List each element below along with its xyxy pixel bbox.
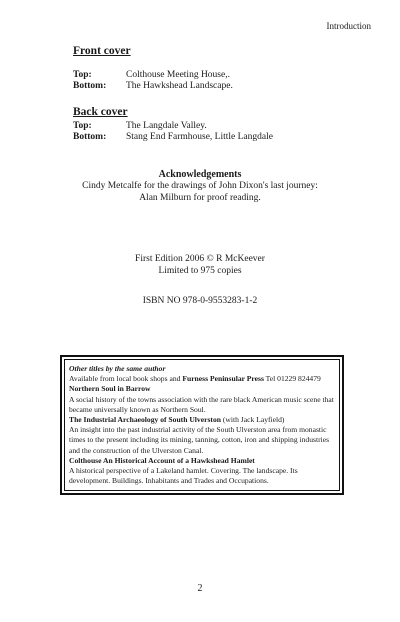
edition-line: First Edition 2006 © R McKeever [135, 254, 265, 264]
back-cover-top-value: The Langdale Valley. [126, 121, 207, 131]
back-cover-bottom-value: Stang End Farmhouse, Little Langdale [126, 132, 273, 142]
back-cover-top-label: Top: [73, 121, 92, 131]
front-cover-heading: Front cover [73, 45, 131, 57]
back-cover-heading: Back cover [73, 106, 128, 118]
availability-line [69, 374, 335, 384]
book-1-title: Northern Soul in Barrow [69, 384, 151, 394]
book-2-description: An insight into the past industrial activity of the South Ulverston area from monastic times to the present including its mining, tanning, cotton, iron and shipping industries and the construction of the Ulverston Canal. [69, 425, 330, 455]
book-2-title: The Industrial Archaeology of South Ulverston [69, 415, 221, 425]
front-cover-top-value: Colthouse Meeting House,. [126, 70, 230, 80]
other-titles-box [60, 355, 344, 495]
other-titles-box-inner [64, 359, 340, 491]
availability-pre: Available from local book shops and [69, 374, 183, 384]
back-cover-bottom-label: Bottom: [73, 132, 107, 142]
book-2-title-line [69, 415, 335, 425]
page-number: 2 [197, 583, 203, 594]
front-cover-bottom-value: The Hawkshead Landscape. [126, 81, 233, 91]
acknowledgements-line-2: Alan Milburn for proof reading. [139, 193, 261, 203]
acknowledgements-line-1: Cindy Metcalfe for the drawings of John Dixon's last journey: [82, 181, 318, 191]
front-cover-top-label: Top: [73, 70, 92, 80]
book-3-title: Colthouse An Historical Account of a Hawkshead Hamlet [69, 455, 255, 465]
book-3-description: A historical perspective of a Lakeland hamlet. Covering. The landscape. Its development. Buildings. Inhabitants and Trades and Occupations. [69, 466, 298, 486]
publisher-name: Furness Peninsular Press [182, 374, 264, 384]
availability-phone: Tel 01229 824479 [263, 374, 321, 384]
acknowledgements-heading: Acknowledgements [158, 169, 242, 180]
book-2-coauthor: (with Jack Layfield) [220, 415, 285, 425]
running-header: Introduction [326, 21, 371, 31]
print-run-line: Limited to 975 copies [158, 266, 242, 276]
front-cover-bottom-label: Bottom: [73, 81, 107, 91]
other-titles-heading: Other titles by the same author [69, 364, 166, 373]
isbn-line: ISBN NO 978-0-9553283-1-2 [142, 296, 258, 306]
book-1-description: A social history of the towns association with the rare black American music scene that became universally known as Northern Soul. [69, 394, 334, 414]
